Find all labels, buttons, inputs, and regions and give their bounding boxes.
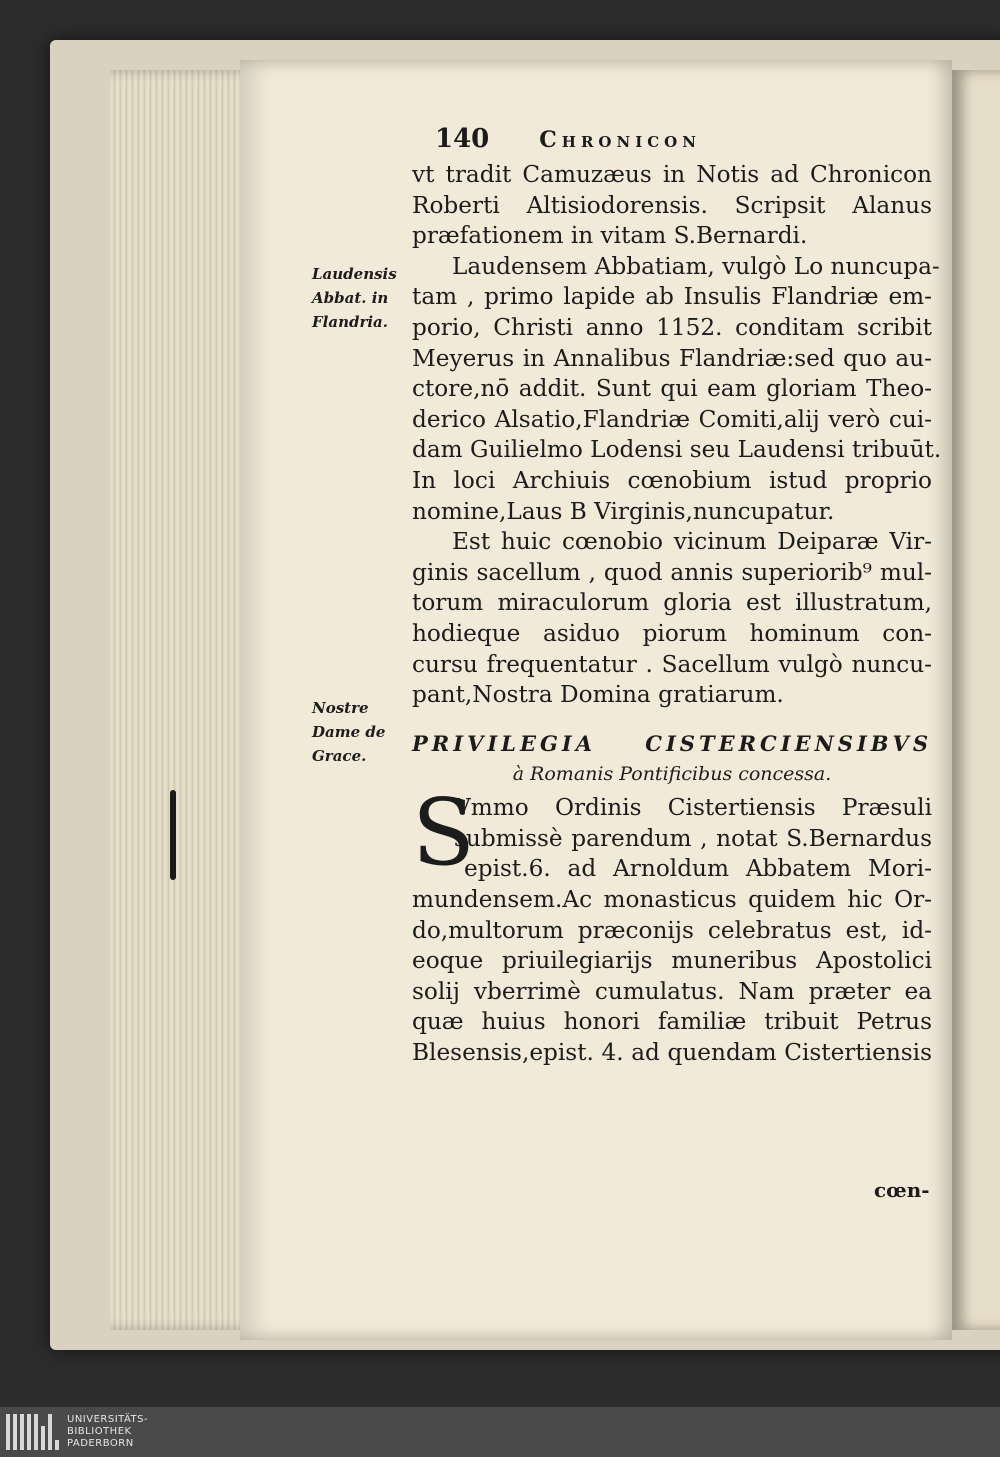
text-line: Vmmo Ordinis Cistertiensis Præsuli [454,794,932,822]
text-line: quæ huius honori familiæ tribuit Petrus [412,1008,932,1036]
text-line: mundensem.Ac monasticus quidem hic Or- [412,886,932,914]
margin-note-line: Grace. [312,747,367,765]
text-line: Est huic cœnobio vicinum Deiparæ Vir- [452,528,932,556]
text-line: torum miraculorum gloria est illustratum, [412,589,932,617]
text-line: tam , primo lapide ab Insulis Flandriæ em- [412,283,932,311]
margin-note-line: Abbat. in [312,289,389,307]
text-line: Roberti Altisiodorensis. Scripsit Alanus [412,191,932,219]
running-title: Chronicon [539,127,701,153]
text-line: eoque priuilegiarijs muneribus Apostolici [412,947,932,975]
text-line: porio, Christi anno 1152. conditam scribit [412,313,932,341]
library-name [67,1414,148,1450]
text-line: Blesensis,epist. 4. ad quendam Cistertiensis [412,1039,932,1067]
margin-note-nostre-dame [312,696,412,768]
margin-note-laudensis [312,262,412,334]
text-line: dam Guilielmo Lodensi seu Laudensi tribuūt. [412,436,942,464]
text-line: submissè parendum , notat S.Bernardus [454,824,932,852]
margin-note-line: Dame de [312,723,386,741]
text-line: ginis sacellum , quod annis superiorib⁹ mul- [412,558,932,586]
page-number: 140 [435,124,490,154]
text-line: ctore,nō addit. Sunt qui eam gloriam Theo- [412,375,932,403]
library-footer [0,1407,1000,1457]
text-line: cursu frequentatur . Sacellum vulgò nuncu- [412,650,932,678]
library-name-line: UNIVERSITÄTS- [67,1414,149,1425]
text-line: do,multorum præconijs celebratus est, id- [412,916,932,944]
text-line: solij vberrimè cumulatus. Nam præter ea [412,977,932,1005]
text-line: derico Alsatio,Flandriæ Comiti,alij verò cui- [412,405,932,433]
library-logo-icon [6,1414,59,1450]
dropcap-paragraph [412,779,932,1068]
margin-note-line: Laudensis [312,265,397,283]
main-text [412,160,942,1069]
text-line: præfationem in vitam S.Bernardi. [412,222,808,250]
text-line: Laudensem Abbatiam, vulgò Lo nuncupa- [452,252,940,280]
text-line: nomine,Laus B Virginis,nuncupatur. [412,497,835,525]
section-subheading: à Romanis Pontificibus concessa. [512,763,832,786]
text-line: In loci Archiuis cœnobium istud proprio [412,466,932,494]
dropcap-letter: S [412,779,476,887]
text-line: Meyerus in Annalibus Flandriæ:sed quo au- [412,344,932,372]
margin-note-line: Nostre [312,699,369,717]
text-line: hodieque asiduo piorum hominum con- [412,619,932,647]
bookmark-ribbon [170,790,176,880]
catchword: cœn- [874,1178,930,1202]
page-edges [110,70,260,1330]
text-line: epist.6. ad Arnoldum Abbatem Mori- [464,855,932,883]
text-line: pant,Nostra Domina gratiarum. [412,681,784,709]
margin-note-line: Flandria. [312,313,389,331]
next-page-edge [952,70,1000,1330]
page-header [435,124,855,154]
library-name-line: PADERBORN [67,1438,134,1449]
text-line: vt tradit Camuzæus in Notis ad Chronicon [412,161,932,188]
section-heading: PRIVILEGIA CISTERCIENSIBVS [412,730,932,756]
library-name-line: BIBLIOTHEK [67,1426,132,1437]
